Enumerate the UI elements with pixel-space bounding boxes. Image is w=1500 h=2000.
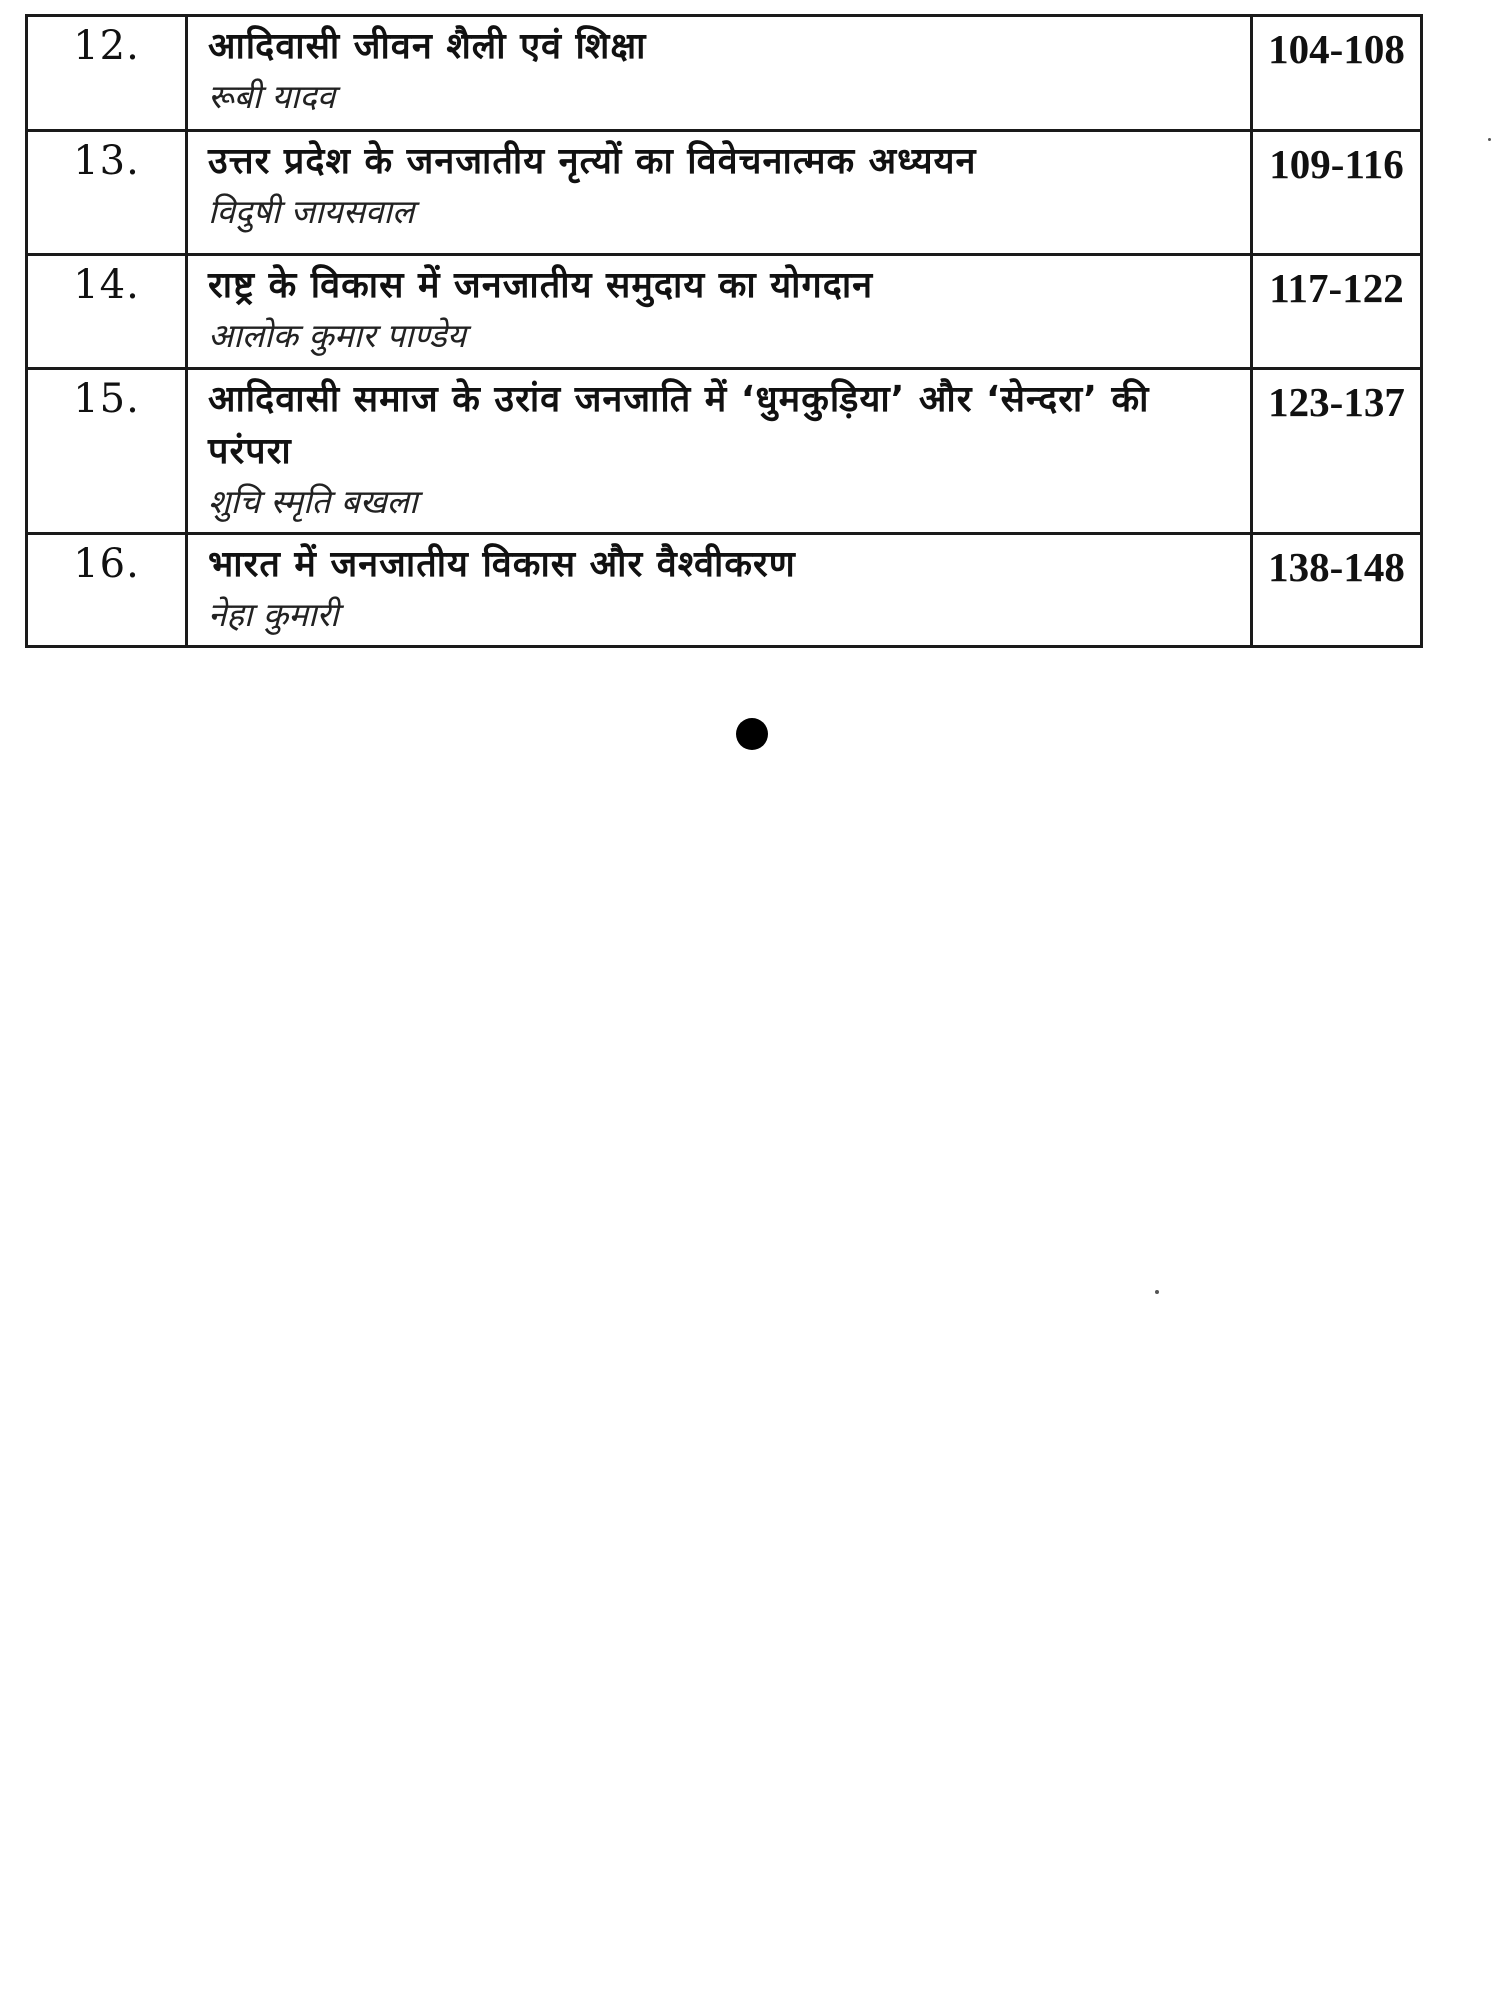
entry-pages: 109-116 (1252, 131, 1422, 255)
entry-title: उत्तर प्रदेश के जनजातीय नृत्यों का विवेचनात्मक अध्ययन (208, 141, 977, 182)
toc-row (27, 255, 1422, 369)
toc-row (27, 131, 1422, 255)
toc-row (27, 534, 1422, 647)
entry-cell (187, 369, 1252, 534)
table-of-contents (25, 14, 1423, 648)
entry-number: 16. (27, 534, 187, 647)
entry-author: आलोक कुमार पाण्डेय (208, 316, 466, 355)
scan-speck (1155, 1290, 1159, 1294)
entry-cell (187, 131, 1252, 255)
entry-pages: 104-108 (1252, 16, 1422, 131)
toc-row (27, 16, 1422, 131)
toc-row (27, 369, 1422, 534)
entry-pages: 138-148 (1252, 534, 1422, 647)
entry-title: आदिवासी जीवन शैली एवं शिक्षा (208, 26, 647, 67)
entry-cell (187, 534, 1252, 647)
entry-number: 13. (27, 131, 187, 255)
entry-author: विदुषी जायसवाल (208, 192, 415, 231)
entry-title: राष्ट्र के विकास में जनजातीय समुदाय का योगदान (208, 265, 874, 306)
entry-number: 14. (27, 255, 187, 369)
entry-author: नेहा कुमारी (208, 595, 339, 634)
entry-number: 12. (27, 16, 187, 131)
entry-title: आदिवासी समाज के उरांव जनजाति में ‘धुमकुड़िया’ और ‘सेन्दरा’ की परंपरा (208, 379, 1150, 472)
entry-author: रूबी यादव (208, 77, 336, 116)
entry-number: 15. (27, 369, 187, 534)
scan-speck (1488, 138, 1491, 141)
entry-pages: 117-122 (1252, 255, 1422, 369)
entry-title: भारत में जनजातीय विकास और वैश्वीकरण (208, 544, 796, 585)
entry-pages: 123-137 (1252, 369, 1422, 534)
entry-author: शुचि स्मृति बखला (208, 482, 418, 521)
entry-cell (187, 16, 1252, 131)
section-end-bullet (736, 718, 768, 750)
entry-cell (187, 255, 1252, 369)
